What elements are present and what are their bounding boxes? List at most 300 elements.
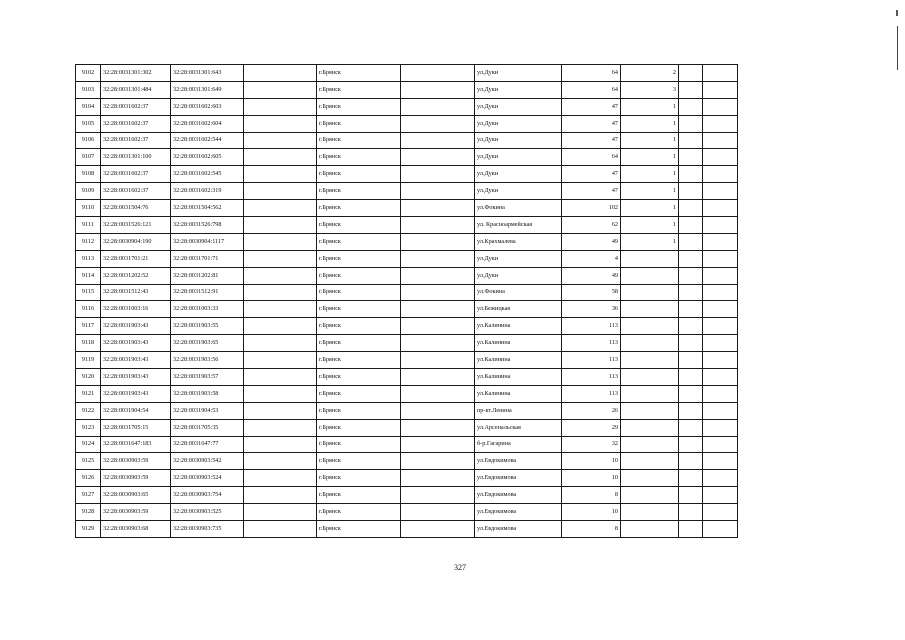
cell-extra-4 [703,504,738,521]
cell-extra-2 [401,183,475,200]
table-row [76,301,738,318]
cell-object-number: 32:28:0031526:798 [171,217,244,234]
cell-extra-4 [703,183,738,200]
cell-row-index: 9108 [76,166,101,183]
cell-house-number: 62 [562,217,621,234]
cell-apartment-number [621,419,679,436]
cell-row-index: 9124 [76,436,101,453]
cell-house-number: 113 [562,318,621,335]
cell-extra-2 [401,250,475,267]
cell-extra-2 [401,301,475,318]
cell-street: ул.Арсенальская [475,419,562,436]
cell-extra-3 [679,504,703,521]
cell-parcel-number: 32:28:0030904:190 [101,233,171,250]
cell-street: ул.Бежицкая [475,301,562,318]
cell-extra-1 [244,335,317,352]
cell-apartment-number: 1 [621,200,679,217]
cell-street: ул.Крахмалева [475,233,562,250]
cell-extra-1 [244,65,317,82]
cell-extra-4 [703,487,738,504]
cell-apartment-number: 1 [621,217,679,234]
cell-street: ул.Евдокимова [475,504,562,521]
cell-extra-4 [703,470,738,487]
cell-row-index: 9116 [76,301,101,318]
cell-city: г.Брянск [317,200,401,217]
cell-extra-1 [244,521,317,538]
table-row [76,369,738,386]
cell-parcel-number: 32:28:0031602:37 [101,166,171,183]
cell-extra-1 [244,419,317,436]
cell-extra-4 [703,65,738,82]
cell-extra-4 [703,419,738,436]
cell-extra-2 [401,402,475,419]
cell-extra-2 [401,453,475,470]
cell-parcel-number: 32:28:0031903:43 [101,369,171,386]
cell-extra-3 [679,183,703,200]
cell-apartment-number: 1 [621,115,679,132]
cell-extra-2 [401,521,475,538]
cell-object-number: 32:28:0030903:754 [171,487,244,504]
cell-row-index: 9123 [76,419,101,436]
cell-extra-2 [401,470,475,487]
cell-object-number: 32:28:0031003:33 [171,301,244,318]
cell-extra-3 [679,98,703,115]
cell-house-number: 113 [562,369,621,386]
cell-parcel-number: 32:28:0031903:43 [101,385,171,402]
cell-object-number: 32:28:0031903:55 [171,318,244,335]
cell-object-number: 32:28:0030904:1117 [171,233,244,250]
cell-apartment-number: 1 [621,166,679,183]
cell-street: ул.Дуки [475,166,562,183]
cell-object-number: 32:28:0030903:542 [171,453,244,470]
cell-extra-4 [703,352,738,369]
cell-house-number: 4 [562,250,621,267]
cell-extra-1 [244,81,317,98]
cell-extra-4 [703,436,738,453]
cell-house-number: 47 [562,183,621,200]
cell-object-number: 32:28:0031602:319 [171,183,244,200]
cell-street: ул.Калинина [475,335,562,352]
cell-extra-1 [244,369,317,386]
table-row [76,132,738,149]
cell-extra-3 [679,250,703,267]
cell-house-number: 47 [562,115,621,132]
cell-city: г.Брянск [317,166,401,183]
cell-parcel-number: 32:28:0031602:37 [101,132,171,149]
table-row [76,267,738,284]
table-row [76,115,738,132]
table-row [76,335,738,352]
cell-city: г.Брянск [317,385,401,402]
cell-row-index: 9114 [76,267,101,284]
cell-row-index: 9105 [76,115,101,132]
table-row [76,233,738,250]
cell-house-number: 8 [562,487,621,504]
cell-apartment-number [621,284,679,301]
table-row [76,436,738,453]
cell-extra-2 [401,436,475,453]
cell-extra-3 [679,132,703,149]
cell-row-index: 9104 [76,98,101,115]
cell-city: г.Брянск [317,250,401,267]
cell-street: ул.Дуки [475,65,562,82]
table-row [76,318,738,335]
cell-extra-3 [679,318,703,335]
cell-row-index: 9121 [76,385,101,402]
cell-row-index: 9102 [76,65,101,82]
cell-city: г.Брянск [317,98,401,115]
cell-extra-2 [401,166,475,183]
cell-extra-3 [679,335,703,352]
cell-row-index: 9122 [76,402,101,419]
cell-extra-2 [401,149,475,166]
cell-street: ул.Калинина [475,352,562,369]
cell-parcel-number: 32:28:0031003:16 [101,301,171,318]
table-row [76,65,738,82]
cell-extra-3 [679,402,703,419]
cell-city: г.Брянск [317,132,401,149]
table-row [76,183,738,200]
table-row [76,200,738,217]
cell-object-number: 32:28:0031904:53 [171,402,244,419]
cell-house-number: 102 [562,200,621,217]
cell-object-number: 32:28:0031602:605 [171,149,244,166]
cell-object-number: 32:28:0031202:81 [171,267,244,284]
cell-city: г.Брянск [317,301,401,318]
cell-street: ул.Дуки [475,115,562,132]
cell-house-number: 47 [562,132,621,149]
cell-apartment-number [621,487,679,504]
cell-object-number: 32:28:0031301:649 [171,81,244,98]
cell-parcel-number: 32:28:0030903:65 [101,487,171,504]
cell-row-index: 9115 [76,284,101,301]
cell-row-index: 9107 [76,149,101,166]
cell-parcel-number: 32:28:0031903:43 [101,335,171,352]
cell-extra-4 [703,166,738,183]
cell-extra-1 [244,470,317,487]
table-row [76,419,738,436]
cell-city: г.Брянск [317,284,401,301]
cell-row-index: 9112 [76,233,101,250]
cell-extra-4 [703,301,738,318]
cell-parcel-number: 32:28:0031647:183 [101,436,171,453]
cell-apartment-number: 1 [621,183,679,200]
cell-parcel-number: 32:28:0031512:43 [101,284,171,301]
cell-parcel-number: 32:28:0031301:302 [101,65,171,82]
cell-extra-4 [703,318,738,335]
cell-extra-4 [703,233,738,250]
table-row [76,250,738,267]
cell-extra-2 [401,487,475,504]
cell-extra-3 [679,470,703,487]
cell-extra-3 [679,267,703,284]
cell-street: ул.Фокина [475,284,562,301]
cell-extra-2 [401,385,475,402]
cell-extra-1 [244,352,317,369]
cell-extra-1 [244,217,317,234]
cell-city: г.Брянск [317,352,401,369]
table-row [76,81,738,98]
cell-extra-3 [679,436,703,453]
cell-street: ул.Дуки [475,183,562,200]
cell-extra-1 [244,301,317,318]
cell-apartment-number: 3 [621,81,679,98]
cell-city: г.Брянск [317,335,401,352]
cell-apartment-number: 1 [621,98,679,115]
cell-object-number: 32:28:0031903:57 [171,369,244,386]
cell-city: г.Брянск [317,470,401,487]
cell-extra-3 [679,149,703,166]
cell-row-index: 9117 [76,318,101,335]
cell-city: г.Брянск [317,318,401,335]
table-row [76,453,738,470]
cell-extra-3 [679,115,703,132]
cell-house-number: 10 [562,453,621,470]
cell-street: ул.Евдокимова [475,470,562,487]
cell-street: ул.Фокина [475,200,562,217]
cell-parcel-number: 32:28:0031903:43 [101,318,171,335]
table-row [76,521,738,538]
cell-extra-3 [679,369,703,386]
cell-extra-4 [703,132,738,149]
cell-object-number: 32:28:0031602:544 [171,132,244,149]
cell-city: г.Брянск [317,402,401,419]
table-row [76,385,738,402]
cell-extra-1 [244,200,317,217]
cell-street: ул.Калинина [475,385,562,402]
cell-city: г.Брянск [317,115,401,132]
cell-extra-2 [401,217,475,234]
cell-extra-4 [703,284,738,301]
cell-extra-3 [679,521,703,538]
cell-parcel-number: 32:28:0031504:76 [101,200,171,217]
cell-extra-2 [401,335,475,352]
cell-house-number: 47 [562,98,621,115]
cell-parcel-number: 32:28:0031526:121 [101,217,171,234]
cell-object-number: 32:28:0031602:604 [171,115,244,132]
cell-object-number: 32:28:0031903:65 [171,335,244,352]
cell-row-index: 9110 [76,200,101,217]
cell-extra-2 [401,284,475,301]
cell-extra-3 [679,487,703,504]
cell-extra-4 [703,98,738,115]
cell-row-index: 9106 [76,132,101,149]
cell-extra-4 [703,267,738,284]
cell-extra-1 [244,132,317,149]
cell-house-number: 36 [562,301,621,318]
cell-city: г.Брянск [317,183,401,200]
cell-row-index: 9111 [76,217,101,234]
cell-house-number: 64 [562,81,621,98]
table-row [76,352,738,369]
cell-extra-3 [679,352,703,369]
cell-extra-4 [703,402,738,419]
cell-extra-1 [244,318,317,335]
cell-row-index: 9118 [76,335,101,352]
cell-house-number: 113 [562,335,621,352]
cell-apartment-number [621,436,679,453]
registry-table [75,64,738,538]
cell-object-number: 32:28:0031504:562 [171,200,244,217]
cell-extra-2 [401,267,475,284]
cell-extra-1 [244,385,317,402]
cell-parcel-number: 32:28:0031903:43 [101,352,171,369]
cell-extra-4 [703,250,738,267]
cell-apartment-number [621,352,679,369]
cell-extra-3 [679,419,703,436]
cell-extra-4 [703,149,738,166]
cell-extra-3 [679,301,703,318]
cell-object-number: 32:28:0031701:71 [171,250,244,267]
cell-city: г.Брянск [317,149,401,166]
cell-apartment-number: 1 [621,149,679,166]
cell-extra-1 [244,98,317,115]
cell-extra-1 [244,284,317,301]
table-row [76,402,738,419]
cell-extra-1 [244,233,317,250]
cell-extra-2 [401,132,475,149]
table-row [76,149,738,166]
page-number: 327 [454,563,466,572]
cell-apartment-number [621,250,679,267]
cell-row-index: 9103 [76,81,101,98]
cell-extra-2 [401,81,475,98]
cell-house-number: 64 [562,149,621,166]
cell-parcel-number: 32:28:0031602:37 [101,115,171,132]
cell-extra-4 [703,115,738,132]
cell-apartment-number: 1 [621,233,679,250]
cell-house-number: 113 [562,352,621,369]
cell-extra-4 [703,385,738,402]
cell-extra-4 [703,81,738,98]
cell-apartment-number [621,402,679,419]
cell-row-index: 9113 [76,250,101,267]
cell-street: ул.Дуки [475,132,562,149]
cell-apartment-number [621,385,679,402]
cell-extra-3 [679,81,703,98]
cell-apartment-number [621,504,679,521]
cell-street: б-р.Гагарина [475,436,562,453]
cell-extra-4 [703,453,738,470]
cell-extra-3 [679,65,703,82]
cell-house-number: 49 [562,233,621,250]
cell-extra-1 [244,250,317,267]
cell-house-number: 32 [562,436,621,453]
cell-extra-1 [244,436,317,453]
cell-extra-3 [679,217,703,234]
table-row [76,217,738,234]
cell-house-number: 8 [562,521,621,538]
cell-extra-4 [703,521,738,538]
cell-extra-2 [401,419,475,436]
cell-extra-2 [401,504,475,521]
cell-city: г.Брянск [317,436,401,453]
cell-house-number: 26 [562,402,621,419]
cell-extra-3 [679,166,703,183]
cell-row-index: 9128 [76,504,101,521]
cell-row-index: 9126 [76,470,101,487]
cell-apartment-number [621,335,679,352]
cell-city: г.Брянск [317,453,401,470]
cell-extra-1 [244,487,317,504]
table-row [76,166,738,183]
cell-object-number: 32:28:0031705:35 [171,419,244,436]
cell-street: ул.Дуки [475,250,562,267]
cell-row-index: 9129 [76,521,101,538]
cell-city: г.Брянск [317,369,401,386]
cell-object-number: 32:28:0031903:58 [171,385,244,402]
cell-extra-1 [244,504,317,521]
cell-city: г.Брянск [317,521,401,538]
cell-apartment-number [621,453,679,470]
cell-street: ул.Евдокимова [475,487,562,504]
cell-extra-4 [703,217,738,234]
cell-row-index: 9119 [76,352,101,369]
cell-apartment-number [621,318,679,335]
cell-street: ул.Дуки [475,267,562,284]
cell-row-index: 9120 [76,369,101,386]
cell-extra-1 [244,115,317,132]
cell-parcel-number: 32:28:0031301:100 [101,149,171,166]
cell-extra-1 [244,166,317,183]
cell-parcel-number: 32:28:0031602:37 [101,183,171,200]
cell-street: ул.Евдокимова [475,453,562,470]
cell-extra-1 [244,149,317,166]
cell-row-index: 9125 [76,453,101,470]
cell-house-number: 47 [562,166,621,183]
cell-house-number: 29 [562,419,621,436]
cell-apartment-number: 2 [621,65,679,82]
cell-house-number: 49 [562,267,621,284]
table-body [76,65,738,538]
table-row [76,504,738,521]
cell-parcel-number: 32:28:0031301:484 [101,81,171,98]
cell-object-number: 32:28:0031602:545 [171,166,244,183]
cell-parcel-number: 32:28:0031701:21 [101,250,171,267]
cell-city: г.Брянск [317,419,401,436]
cell-extra-2 [401,352,475,369]
table-row [76,487,738,504]
cell-extra-1 [244,402,317,419]
cell-street: ул.Дуки [475,149,562,166]
cell-street: ул.Дуки [475,81,562,98]
cell-house-number: 64 [562,65,621,82]
cell-extra-4 [703,369,738,386]
table-row [76,98,738,115]
cell-city: г.Брянск [317,81,401,98]
cell-extra-3 [679,284,703,301]
cell-street: ул.Калинина [475,369,562,386]
cell-street: ул.Калинина [475,318,562,335]
cell-extra-2 [401,200,475,217]
cell-extra-4 [703,335,738,352]
cell-object-number: 32:28:0031512:91 [171,284,244,301]
cell-extra-2 [401,98,475,115]
cell-city: г.Брянск [317,217,401,234]
cell-house-number: 113 [562,385,621,402]
cell-extra-4 [703,200,738,217]
cell-apartment-number [621,369,679,386]
table-row [76,470,738,487]
cell-parcel-number: 32:28:0030903:59 [101,470,171,487]
cell-row-index: 9127 [76,487,101,504]
cell-object-number: 32:28:0031301:643 [171,65,244,82]
table-row [76,284,738,301]
cell-street: пр-кт.Ленина [475,402,562,419]
cell-street: ул. Красноармейская [475,217,562,234]
cell-extra-2 [401,369,475,386]
cell-apartment-number [621,470,679,487]
